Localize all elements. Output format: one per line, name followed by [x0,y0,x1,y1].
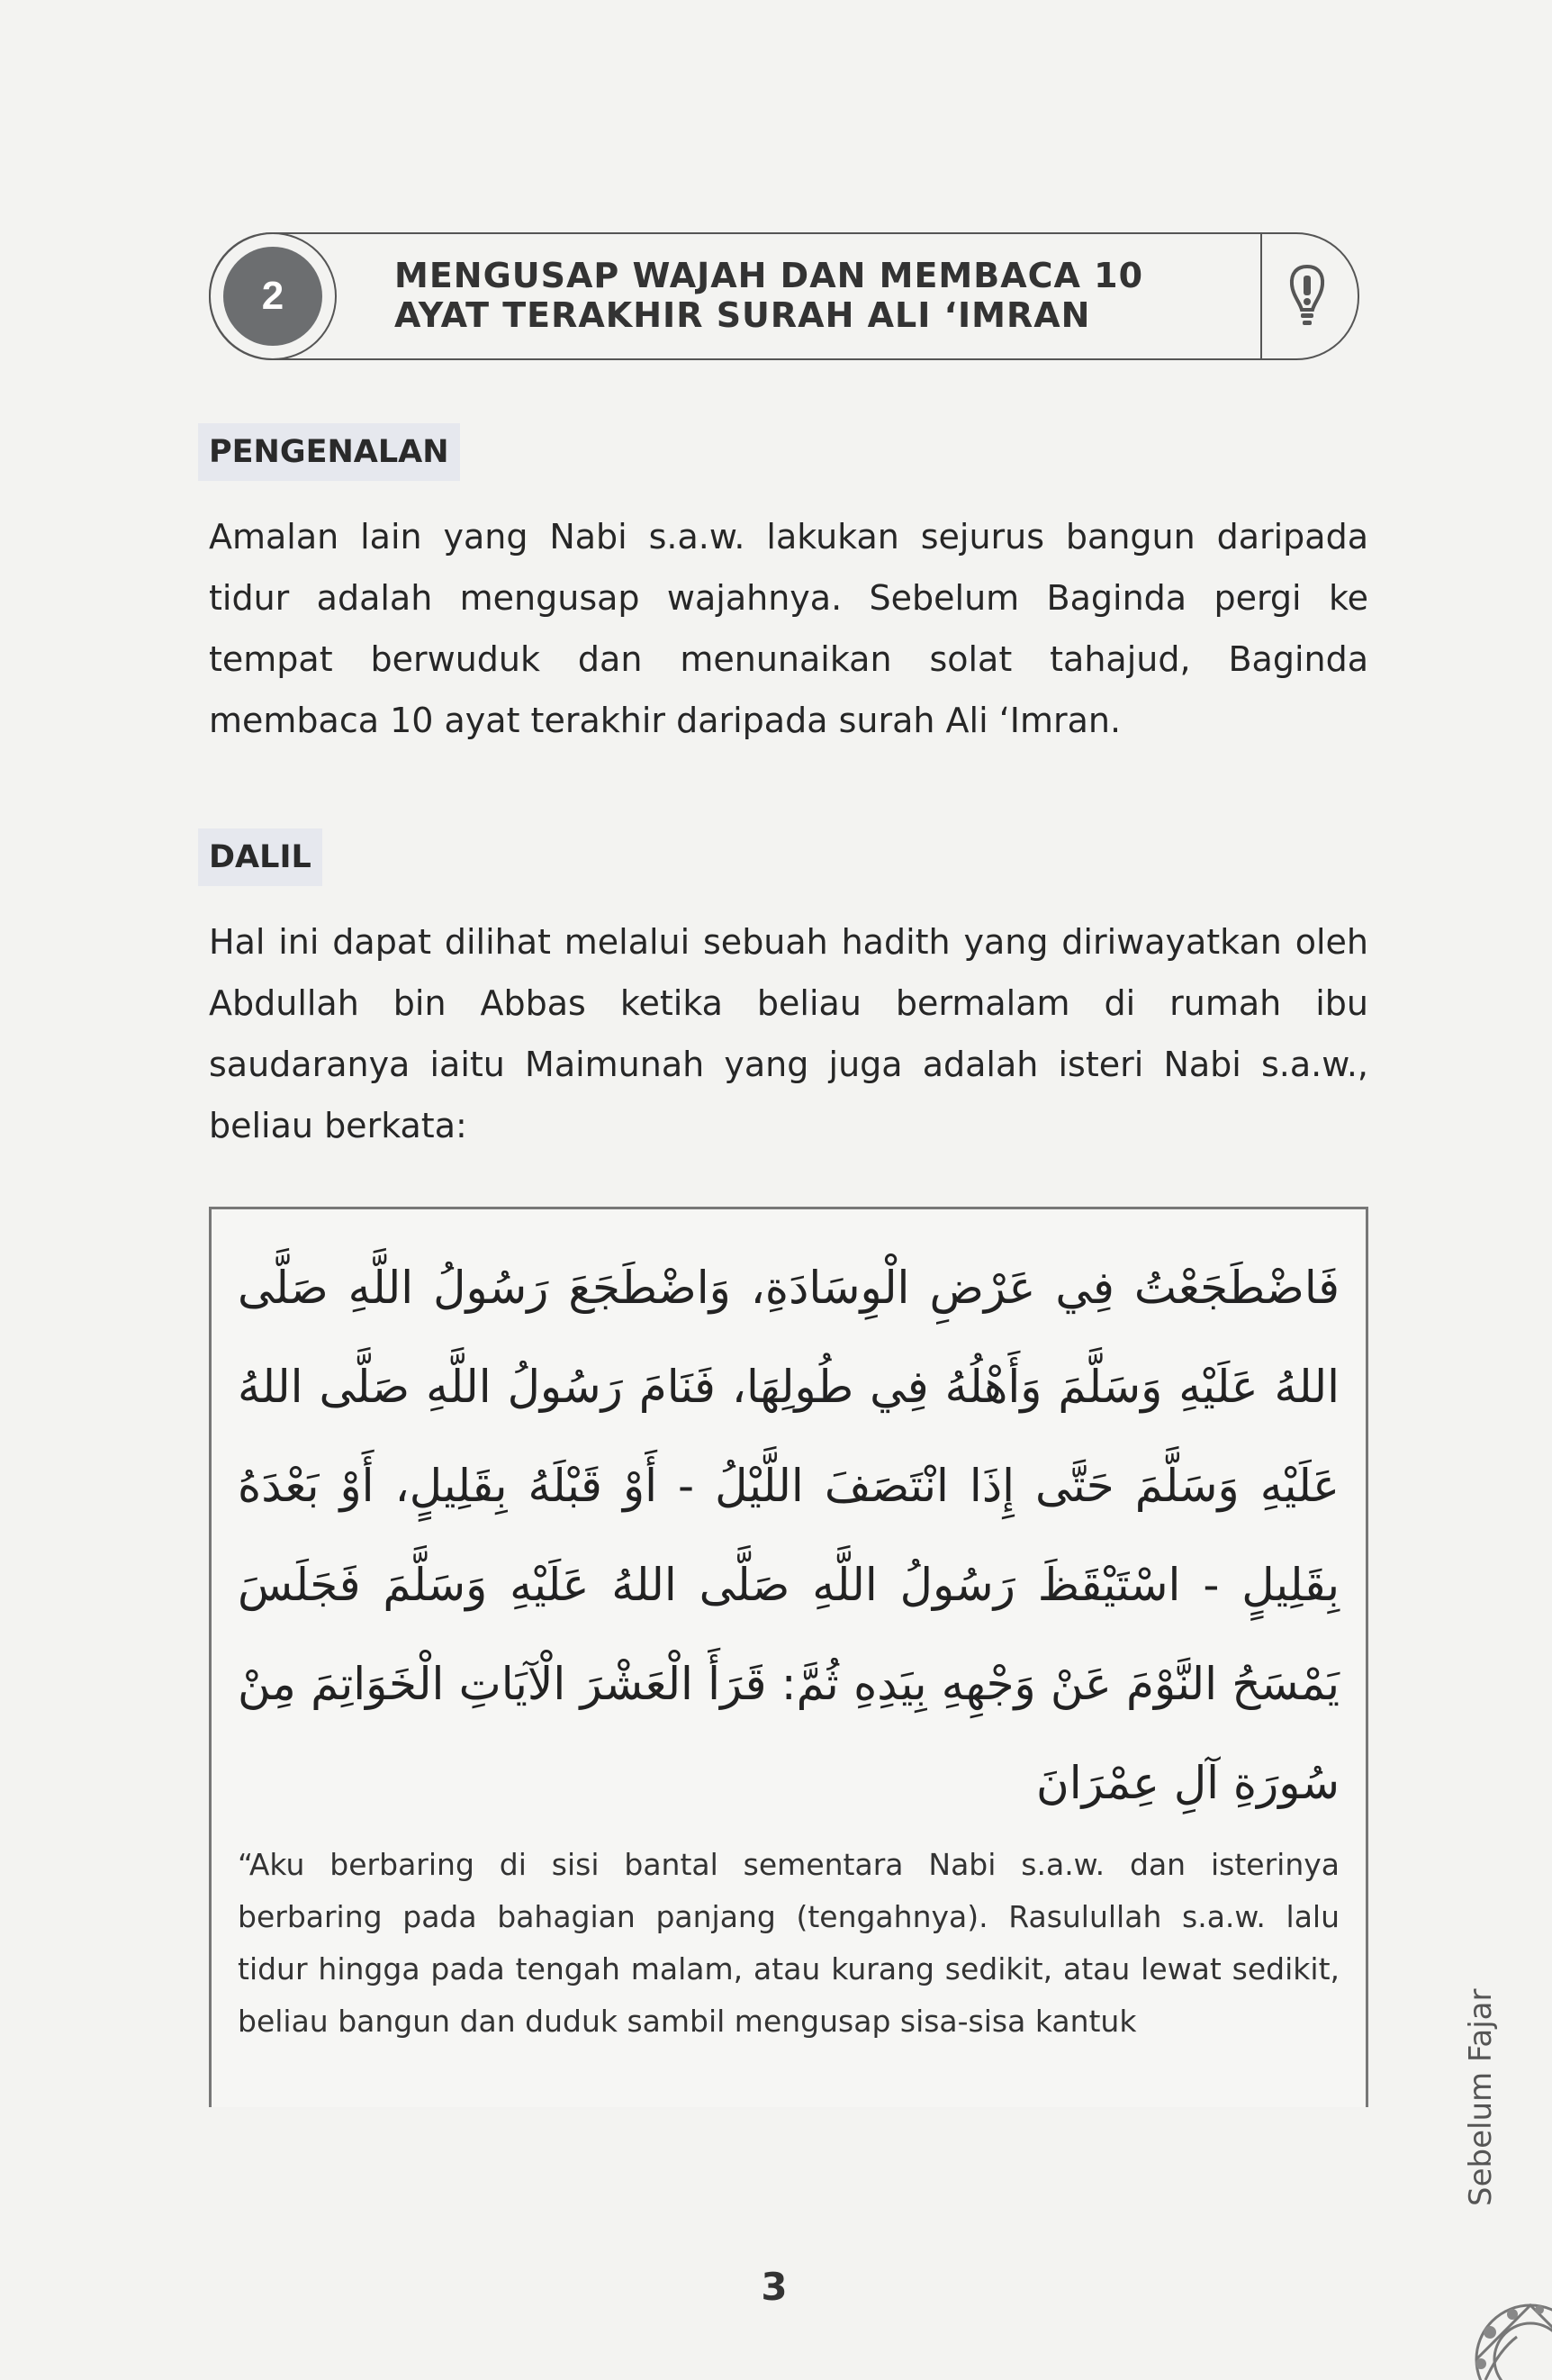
chapter-title-line1: MENGUSAP WAJAH DAN MEMBACA 10 [394,256,1144,295]
chapter-title-line2: AYAT TERAKHIR SURAH ALI ‘IMRAN [394,295,1091,335]
hadith-translation: “Aku berbaring di sisi bantal sementara Nabi s.a.w. dan isterinya berbaring pada bahagian panjang (tengahnya). Rasulullah s.a.w. lalu tidur hingga pada tengah malam, atau kurang sedikit, atau lewat sedikit, beliau bangun dan duduk sambil mengusap sisa-sisa kantuk [238,1847,1340,2039]
corner-ornament-icon [1404,2224,1552,2380]
hadith-arabic-text: فَاضْطَجَعْتُ فِي عَرْضِ الْوِسَادَةِ، وَاضْطَجَعَ رَسُولُ اللَّهِ صَلَّى اللهُ عَلَيْهِ وَسَلَّمَ وَأَهْلُهُ فِي طُولِهَا، فَنَامَ رَسُولُ اللَّهِ صَلَّى اللهُ عَلَيْهِ وَسَلَّمَ حَتَّى إِذَا انْتَصَفَ اللَّيْلُ - أَوْ قَبْلَهُ بِقَلِيلٍ، أَوْ بَعْدَهُ بِقَلِيلٍ - اسْتَيْقَظَ رَسُولُ اللَّهِ صَلَّى اللهُ عَلَيْهِ وَسَلَّمَ فَجَلَسَ يَمْسَحُ النَّوْمَ عَنْ وَجْهِهِ بِيَدِهِ ثُمَّ: قَرَأَ الْعَشْرَ الْآيَاتِ الْخَوَاتِمَ مِنْ سُورَةِ آلِ عِمْرَانَ [238,1262,1340,1809]
side-running-title: Sebelum Fajar [1463,1988,1499,2206]
header-divider [1260,232,1262,360]
dalil-paragraph: Hal ini dapat dilihat melalui sebuah hadith yang diriwayatkan oleh Abdullah bin Abbas ketika beliau bermalam di rumah ibu saudaranya iaitu Maimunah yang juga adalah isteri Nabi s.a.w., beliau berkata: [209,922,1368,1145]
chapter-number-badge: 2 [223,247,322,346]
alert-icon [1282,261,1332,333]
chapter-title [394,256,1232,335]
intro-paragraph: Amalan lain yang Nabi s.a.w. lakukan sejurus bangun daripada tidur adalah mengusap wajahnya. Sebelum Baginda pergi ke tempat berwuduk dan menunaikan solat tahajud, Baginda membaca 10 ayat terakhir daripada surah Ali ‘Imran. [209,517,1368,740]
section-label-dalil: DALIL [198,828,322,886]
section-label-pengenalan: PENGENALAN [198,423,460,481]
page-number: 3 [761,2265,788,2309]
